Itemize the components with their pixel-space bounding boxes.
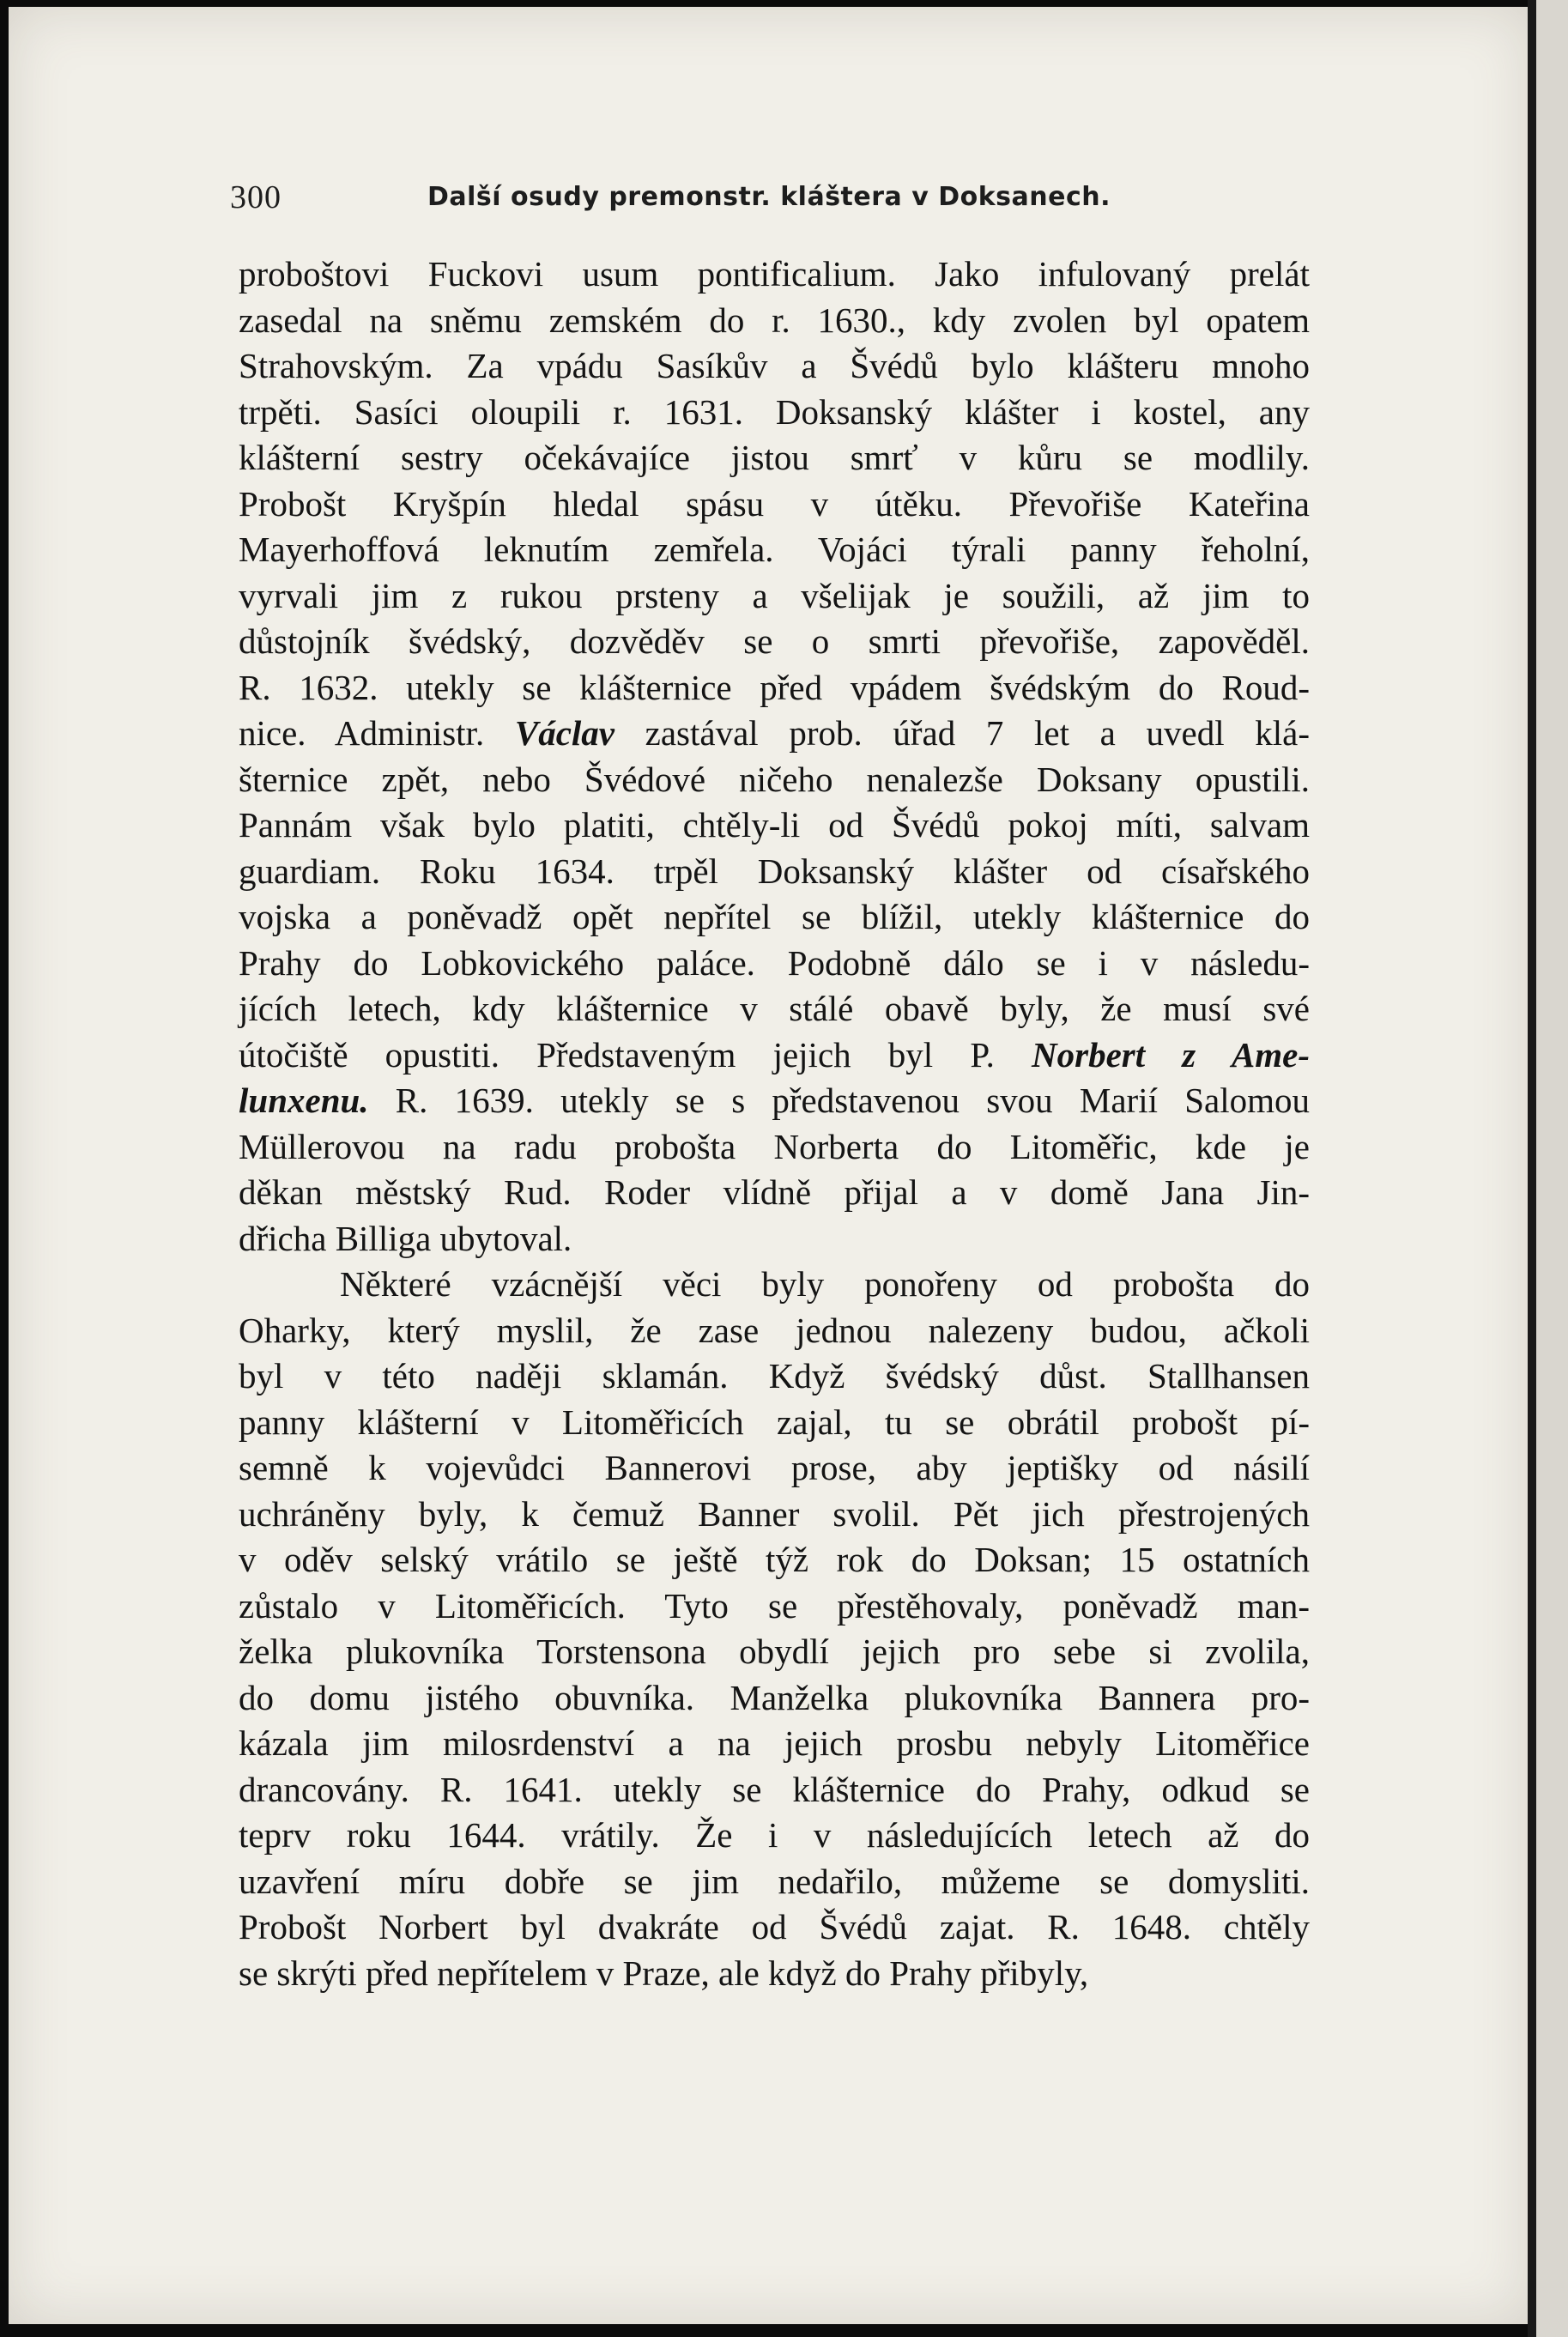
text-line: R. 1632. utekly se klášternice před vpádem švédským do Roud-	[239, 667, 1310, 707]
text-line: teprv roku 1644. vrátily. Že i v následujících letech až do	[239, 1815, 1310, 1855]
text-line: kázala jim milosrdenství a na jejich prosbu nebyly Litoměřice	[239, 1723, 1310, 1763]
text-line: Probošt Norbert byl dvakráte od Švédů zajat. R. 1648. chtěly	[239, 1907, 1310, 1946]
text-line: Pannám však bylo platiti, chtěly-li od Švédů pokoj míti, salvam	[239, 805, 1310, 845]
body-text	[239, 251, 1310, 1996]
text-line: útočiště opustiti. Představeným jejich byl P. Norbert z Ame-	[239, 1034, 1310, 1075]
text-line: guardiam. Roku 1634. trpěl Doksanský klášter od císařského	[239, 851, 1310, 891]
italic-name: lunxenu.	[239, 1081, 369, 1120]
text-line: šternice zpět, nebo Švédové ničeho nenalezše Doksany opustili.	[239, 759, 1310, 799]
text-line: dřicha Billiga ubytoval.	[239, 1218, 572, 1258]
text-line: semně k vojevůdci Bannerovi prose, aby jeptišky od násilí	[239, 1448, 1310, 1487]
page-header	[230, 179, 1311, 230]
page-number: 300	[230, 179, 282, 215]
text-line: Müllerovou na radu probošta Norberta do Litoměřic, kde je	[239, 1126, 1310, 1166]
text-line: Prahy do Lobkovického paláce. Podobně dálo se i v následu-	[239, 942, 1310, 983]
text-line: Mayerhoffová leknutím zemřela. Vojáci týrali panny řeholní,	[239, 530, 1310, 569]
text-line: do domu jistého obuvníka. Manželka plukovníka Bannera pro-	[239, 1677, 1310, 1717]
text-line: Oharky, který myslil, že zase jednou nalezeny budou, ačkoli	[239, 1310, 1310, 1350]
text-line: proboštovi Fuckovi usum pontificalium. Jako infulovaný prelát	[239, 254, 1310, 294]
text-line: jících letech, kdy klášternice v stálé obavě byly, že musí své	[239, 989, 1310, 1028]
text-line: Probošt Kryšpín hledal spásu v útěku. Převořiše Kateřina	[239, 483, 1310, 524]
text-line: v oděv selský vrátilo se ještě týž rok do Doksan; 15 ostatních	[239, 1540, 1310, 1579]
page-edge-rule	[1528, 0, 1536, 2337]
text-line: klášterní sestry očekávajíce jistou smrť v kůru se modlily.	[239, 438, 1310, 477]
text-line: drancovány. R. 1641. utekly se klášternice do Prahy, odkud se	[239, 1769, 1310, 1809]
text-line: želka plukovníka Torstensona obydlí jejich pro sebe si zvolila,	[239, 1632, 1310, 1671]
text-line: uzavření míru dobře se jim nedařilo, můžeme se domysliti.	[239, 1861, 1310, 1901]
text-line: důstojník švédský, dozvěděv se o smrti převořiše, zapověděl.	[239, 621, 1310, 661]
running-head: Další osudy premonstr. kláštera v Doksanech.	[427, 182, 1111, 212]
text-line: zůstalo v Litoměřicích. Tyto se přestěhovaly, poněvadž man-	[239, 1585, 1310, 1626]
italic-name: Václav	[514, 713, 614, 753]
text-line: zasedal na sněmu zemském do r. 1630., kdy zvolen byl opatem	[239, 300, 1310, 340]
text-line: vyrvali jim z rukou prsteny a všelijak je soužili, až jim to	[239, 575, 1310, 615]
adjacent-page-strip	[1536, 0, 1568, 2337]
text-line: trpěti. Sasíci oloupili r. 1631. Doksanský klášter i kostel, any	[239, 391, 1310, 432]
text-line: uchráněny byly, k čemuž Banner svolil. Pět jich přestrojených	[239, 1493, 1310, 1534]
text-line: Strahovským. Za vpádu Sasíkův a Švédů bylo klášteru mnoho	[239, 346, 1310, 385]
text-line: nice. Administr. Václav zastával prob. úřad 7 let a uvedl klá-	[239, 713, 1311, 753]
text-line: lunxenu. R. 1639. utekly se s představenou svou Marií Salomou	[239, 1081, 1310, 1120]
text-line: vojska a poněvadž opět nepřítel se blížil, utekly klášternice do	[239, 897, 1310, 936]
text-line: panny klášterní v Litoměřicích zajal, tu se obrátil probošt pí-	[239, 1402, 1310, 1442]
italic-name: Norbert z Ame-	[1032, 1034, 1310, 1075]
text-line: Některé vzácnější věci byly ponořeny od probošta do	[340, 1264, 1310, 1304]
text-line: byl v této naději sklamán. Když švédský důst. Stallhansen	[239, 1356, 1310, 1396]
text-line: se skrýti před nepřítelem v Praze, ale když do Prahy přibyly,	[239, 1953, 1089, 1993]
text-line: děkan městský Rud. Roder vlídně přijal a v domě Jana Jin-	[239, 1172, 1310, 1212]
